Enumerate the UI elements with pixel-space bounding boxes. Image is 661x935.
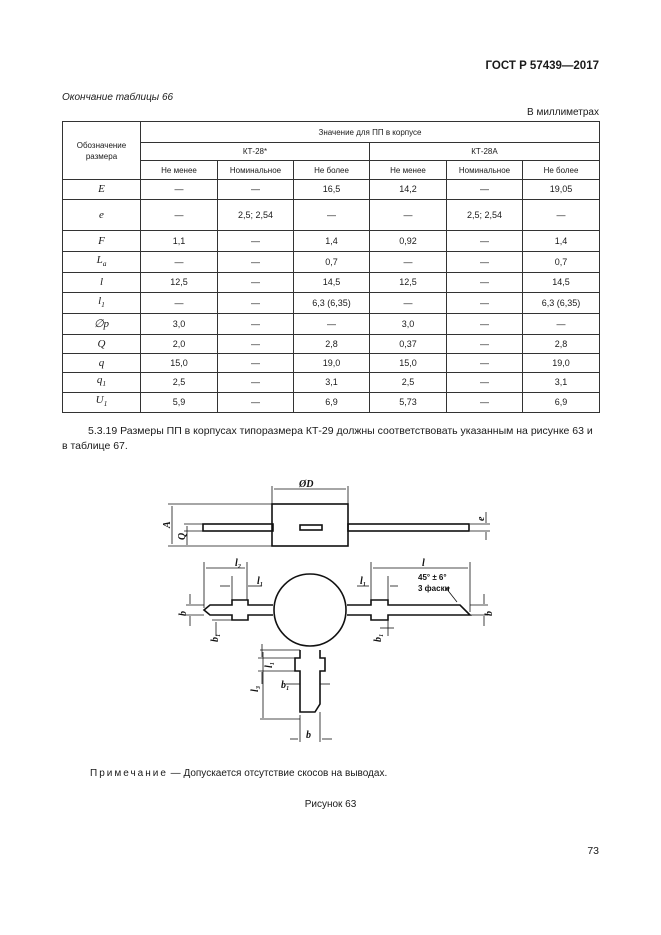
cell-b-min: 2,5: [370, 373, 447, 393]
dim-label-b1-bottom: b₁: [281, 680, 290, 691]
dim-label-A: A: [162, 521, 173, 528]
header-b-max: Не более: [523, 161, 600, 180]
cell-a-min: 15,0: [141, 354, 218, 373]
cell-b-nom: —: [447, 393, 523, 413]
header-dimension: Обозначение размера: [63, 122, 141, 180]
cell-b-max: —: [523, 200, 600, 231]
cell-b-nom: 2,5; 2,54: [447, 200, 523, 231]
cell-b-min: 0,37: [370, 335, 447, 354]
header-b-min: Не менее: [370, 161, 447, 180]
table-row: [63, 180, 600, 200]
cell-b-max: 2,8: [523, 335, 600, 354]
header-a-min: Не менее: [141, 161, 218, 180]
cell-a-max: —: [294, 200, 370, 231]
row-symbol: [63, 231, 141, 252]
cell-a-nom: —: [218, 354, 294, 373]
symbol-subscript: 1: [102, 379, 107, 389]
dim-label-D: ØD: [299, 479, 314, 490]
cell-b-min: 15,0: [370, 354, 447, 373]
symbol-main: e: [99, 208, 104, 221]
dim-label-b-bottom: b: [306, 730, 311, 741]
table-row: [63, 231, 600, 252]
header-value-group: Значение для ПП в корпусе: [141, 122, 600, 143]
cell-a-nom: —: [218, 293, 294, 314]
cell-a-max: 1,4: [294, 231, 370, 252]
cell-b-max: —: [523, 314, 600, 335]
symbol-main: q: [96, 374, 103, 387]
document-standard-header: ГОСТ Р 57439—2017: [485, 60, 599, 72]
cell-b-nom: —: [447, 354, 523, 373]
cell-a-max: 3,1: [294, 373, 370, 393]
row-symbol: [63, 354, 141, 373]
table-row: [63, 335, 600, 354]
table-row: [63, 314, 600, 335]
cell-a-max: 6,3 (6,35): [294, 293, 370, 314]
chamfer-angle-label: 45° ± 6°: [418, 573, 447, 582]
table-row: [63, 252, 600, 273]
cell-b-max: 1,4: [523, 231, 600, 252]
cell-b-nom: —: [447, 314, 523, 335]
dim-label-e: e: [476, 516, 487, 521]
cell-a-nom: —: [218, 252, 294, 273]
cell-b-max: 0,7: [523, 252, 600, 273]
cell-b-min: —: [370, 293, 447, 314]
cell-a-min: —: [141, 293, 218, 314]
cell-b-min: —: [370, 252, 447, 273]
symbol-main: L: [96, 253, 103, 266]
cell-b-nom: —: [447, 252, 523, 273]
cell-a-min: —: [141, 180, 218, 200]
cell-a-min: 3,0: [141, 314, 218, 335]
dim-label-l1-bottom: l₁: [264, 661, 275, 668]
cell-a-max: 0,7: [294, 252, 370, 273]
paragraph-5-3-19: 5.3.19 Размеры ПП в корпусах типоразмера КТ-29 должны соответствовать указанным на рисунке 63 и в таблице 67.: [62, 425, 593, 452]
cell-a-min: 2,5: [141, 373, 218, 393]
cell-a-max: 19,0: [294, 354, 370, 373]
chamfer-count-label: 3 фаски: [418, 584, 450, 593]
cell-b-nom: —: [447, 373, 523, 393]
symbol-main: E: [98, 183, 105, 195]
bottom-view-right-lead: [347, 600, 470, 620]
symbol-main: l: [98, 294, 102, 307]
cell-a-max: 2,8: [294, 335, 370, 354]
cell-a-min: 5,9: [141, 393, 218, 413]
cell-b-nom: —: [447, 231, 523, 252]
header-a-max: Не более: [294, 161, 370, 180]
dim-label-l1-right: l₁: [360, 576, 367, 587]
note-text: — Допускается отсутствие скосов на выводах.: [167, 768, 388, 779]
bottom-view-bottom-lead: [295, 650, 325, 712]
cell-a-nom: —: [218, 180, 294, 200]
table-row: [63, 273, 600, 293]
dim-label-l3: l₃: [250, 685, 261, 692]
table-row: [63, 354, 600, 373]
cell-b-nom: —: [447, 180, 523, 200]
row-symbol: [63, 252, 141, 273]
header-package-a: КТ-28*: [141, 143, 370, 161]
cell-b-max: 6,9: [523, 393, 600, 413]
figure-63-drawing: [150, 476, 510, 748]
table-units-label: В миллиметрах: [527, 107, 599, 118]
cell-b-max: 14,5: [523, 273, 600, 293]
row-symbol: [63, 335, 141, 354]
cell-b-nom: —: [447, 273, 523, 293]
cell-b-min: 14,2: [370, 180, 447, 200]
row-symbol: [63, 314, 141, 335]
symbol-main: l: [99, 276, 104, 288]
dim-label-l2: l₂: [235, 558, 242, 569]
row-symbol: [63, 273, 141, 293]
cell-b-max: 6,3 (6,35): [523, 293, 600, 314]
cell-a-nom: —: [218, 231, 294, 252]
symbol-subscript: 1: [101, 300, 105, 310]
page-number: 73: [587, 845, 599, 857]
dimensions-table: [62, 121, 600, 413]
cell-a-min: 12,5: [141, 273, 218, 293]
row-symbol: [63, 180, 141, 200]
dim-label-b-right: b: [484, 611, 495, 616]
cell-b-min: 5,73: [370, 393, 447, 413]
symbol-main: q: [98, 356, 105, 369]
dim-label-Q: Q: [177, 532, 188, 540]
cell-a-min: 1,1: [141, 231, 218, 252]
cell-b-max: 19,0: [523, 354, 600, 373]
table-row: [63, 200, 600, 231]
cell-a-min: —: [141, 252, 218, 273]
header-b-nom: Номинальное: [447, 161, 523, 180]
symbol-subscript: a: [102, 259, 107, 269]
cell-b-max: 3,1: [523, 373, 600, 393]
cell-a-nom: —: [218, 314, 294, 335]
dim-label-l1-left: l₁: [257, 576, 264, 587]
symbol-main: Q: [97, 337, 106, 350]
cell-b-nom: —: [447, 335, 523, 354]
top-view-right-lead: [348, 524, 469, 531]
dim-label-b-left: b: [178, 611, 189, 616]
cell-a-max: 16,5: [294, 180, 370, 200]
cell-a-max: —: [294, 314, 370, 335]
cell-a-nom: 2,5; 2,54: [218, 200, 294, 231]
table-row: [63, 393, 600, 413]
table-row: [63, 293, 600, 314]
top-view-left-lead: [203, 524, 273, 531]
cell-b-nom: —: [447, 293, 523, 314]
cell-a-min: —: [141, 200, 218, 231]
cell-a-nom: —: [218, 273, 294, 293]
header-a-nom: Номинальное: [218, 161, 294, 180]
row-symbol: [63, 393, 141, 413]
table-continuation-label: Окончание таблицы 66: [62, 92, 174, 103]
top-view-body-mark: [300, 525, 322, 530]
cell-a-min: 2,0: [141, 335, 218, 354]
cell-b-min: 0,92: [370, 231, 447, 252]
note-label: Примечание: [90, 768, 168, 779]
cell-a-max: 14,5: [294, 273, 370, 293]
row-symbol: [63, 293, 141, 314]
figure-caption: Рисунок 63: [304, 799, 357, 810]
row-symbol: [63, 200, 141, 231]
cell-b-min: 12,5: [370, 273, 447, 293]
bottom-view-body-circle: [274, 574, 346, 646]
top-view-dimension-lines: [168, 486, 490, 546]
symbol-main: F: [98, 234, 105, 247]
cell-a-max: 6,9: [294, 393, 370, 413]
bottom-view-left-lead: [204, 600, 273, 620]
cell-b-min: 3,0: [370, 314, 447, 335]
row-symbol: [63, 373, 141, 393]
cell-a-nom: —: [218, 393, 294, 413]
figure-note: [90, 768, 387, 779]
header-package-b: КТ-28А: [370, 143, 600, 161]
table-row: [63, 373, 600, 393]
dim-label-b1-left: b₁: [210, 633, 221, 642]
cell-a-nom: —: [218, 335, 294, 354]
cell-b-min: —: [370, 200, 447, 231]
dim-label-l: l: [422, 558, 425, 569]
dim-label-b1-right: b₁: [373, 633, 384, 642]
symbol-subscript: 1: [103, 399, 108, 409]
cell-b-max: 19,05: [523, 180, 600, 200]
symbol-main: ∅p: [93, 317, 110, 330]
cell-a-nom: —: [218, 373, 294, 393]
symbol-main: U: [95, 394, 104, 407]
